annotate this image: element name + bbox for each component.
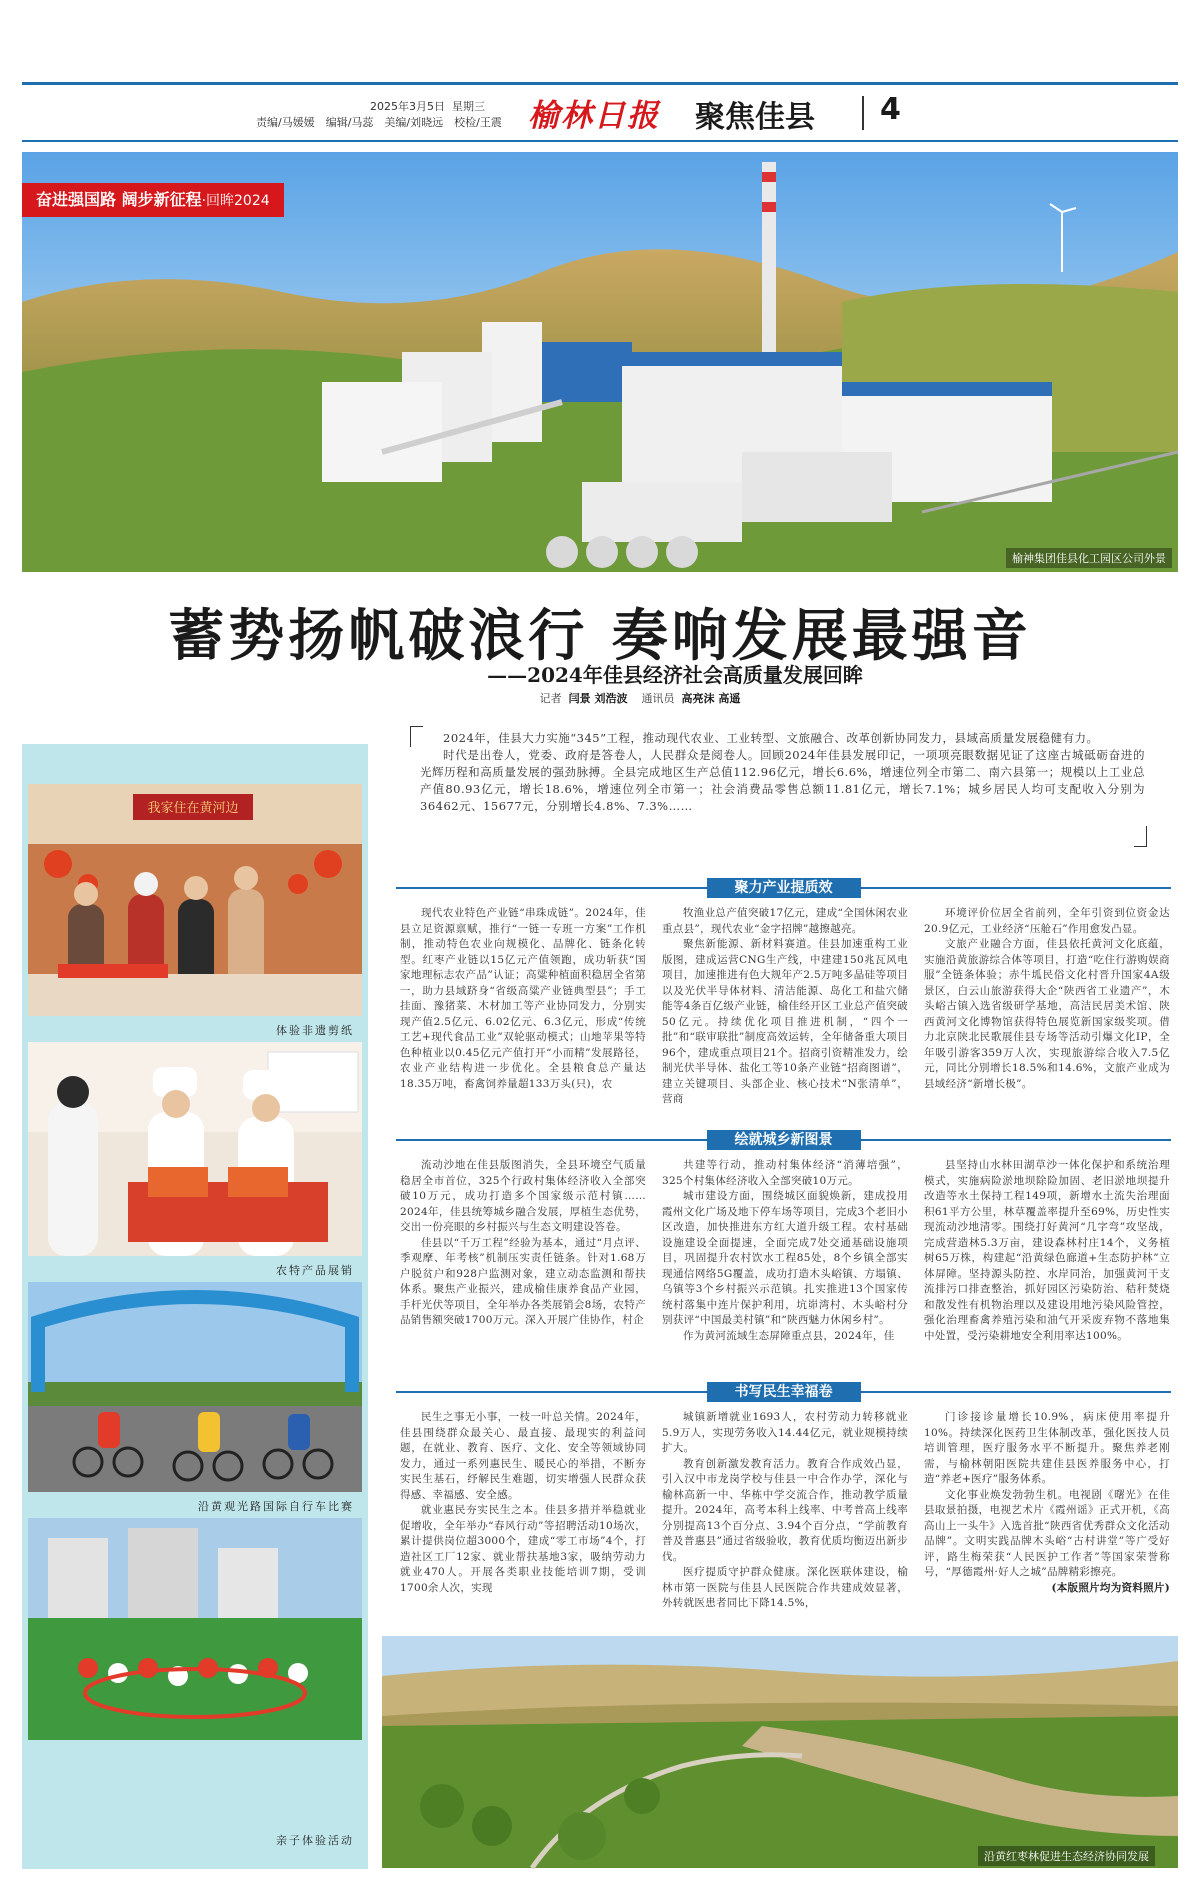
section-name: 聚焦佳县	[695, 100, 815, 135]
section-livelihood-body	[400, 1410, 1170, 1608]
paragraph: 医疗提质守护群众健康。深化医联体建设，榆林市第一医院与佳县人民医院合作共建成效显著，外转就医患者同比下降14.5%，	[662, 1566, 908, 1609]
paragraph: 现代农业特色产业链“串珠成链”。2024年，佳县立足资源禀赋，推行“一链一专班一方案”工作机制，推动特色农业向规模化、品牌化、链条化转型。红枣产业链以15亿元产值领跑，成功斩获“国家地理标志农产品”认证；高粱种植面积稳居全省第一，助力县域跻身“省级高粱产业链典型县”；手工挂面、豫猪菜、木材加工等产业协同发力，分别实现产值2.5亿元、6.02亿元、6.3亿元，形成“传统工艺+现代食品工业”双轮驱动模式；山地苹果等特色种植业以0.45亿元产值打开“小而精”发展路径，农业产业结构进一步优化。全县粮食总产量达18.35万吨，畜禽饲养量超133万头(只)，农	[400, 907, 646, 1090]
paragraph: 流动沙地在佳县版图消失，全县环境空气质量稳居全市首位，325个行政村集体经济收入全部突破10万元，成功打造多个国家级示范村镇……2024年，佳县统筹城乡融合发展，厚植生态优势，交出一份亮眼的乡村振兴与生态文明建设答卷。	[400, 1159, 646, 1233]
photo-bike-race	[28, 1282, 362, 1492]
section-livelihood-title	[396, 1382, 1171, 1402]
section-industry-title	[396, 878, 1171, 898]
section-urban-rural-title	[396, 1130, 1171, 1150]
lead-paragraph-1: 2024年，佳县大力实施“345”工程，推动现代农业、工业转型、文旅融合、改革创新协同发力，县域高质量发展稳健有力。	[443, 731, 1099, 745]
paragraph: 民生之事无小事，一枝一叶总关情。2024年，佳县围绕群众最关心、最直接、最现实的利益问题，在就业、教育、医疗、文化、安全等领域协同发力，通过一系列惠民生、暖民心的举措，不断夯实民生基石，纾解民生难题，切实增强人民群众获得感、幸福感、安全感。	[400, 1411, 646, 1501]
campaign-banner-suffix: ·回眸2024	[201, 193, 270, 209]
lead-paragraph	[420, 730, 1145, 845]
section-label: 书写民生幸福卷	[707, 1382, 861, 1402]
bottom-photo-caption: 沿黄红枣林促进生态经济协同发展	[978, 1846, 1155, 1866]
caption-bike-race: 沿黄观光路国际自行车比赛	[198, 1500, 354, 1513]
yellow-river-jujube-forest	[382, 1636, 1178, 1868]
section-label: 绘就城乡新图景	[707, 1130, 861, 1150]
paragraph: 教育创新激发教育活力。教育合作成效凸显，引入汉中市龙岗学校与佳县一中合作办学，深化与榆林高新一中、华栋中学交流合作，推动教学质量提升。2024年，高考本科上线率、中考普高上线率分别提高13个百分点、3.94个百分点，“学前教育普及普惠县”通过省级验收，教育优质均衡迈出新步伐。	[662, 1457, 908, 1563]
section-industry-body	[400, 906, 1170, 1105]
editor-credits: 责编/马媛媛 编辑/马蕊 美编/刘晓远 校检/王震	[256, 116, 502, 129]
issue-date: 2025年3月5日	[370, 100, 445, 113]
paragraph: 共建等行动，推动村集体经济“消薄培强”，325个村集体经济收入全部突破10万元。	[662, 1159, 908, 1187]
sub-headline: ——2024年佳县经济社会高质量发展回眸	[487, 663, 863, 687]
text-column	[400, 1158, 646, 1356]
scene-sign: 我家住在黄河边	[147, 801, 239, 816]
text-column	[924, 906, 1170, 1088]
text-column	[400, 1410, 646, 1608]
correspondent-label: 通讯员	[641, 692, 675, 705]
paragraph: 县坚持山水林田湖草沙一体化保护和系统治理模式，实施病险淤地坝除险加固、老旧淤地坝提升改造等水土保持工程149项，新增水土流失治理面积61平方公里，林草覆盖率提升至69%，历史性实现流动沙地清零。围绕打好黄河“几字弯”攻坚战，完成营造林5.3万亩，建设森林村庄14个，义务植树65万株，构建起“沿黄绿色廊道+生态防护林”立体屏障。坚持源头防控、水岸同治，加强黄河干支流排污口排查整治，抓好园区污染防治、秸秆焚烧和散发性有机物治理以及建设用地污染风险管控，强化治理畜禽养殖污染和油气开采废弃物不落地集中处置，受污染耕地安全利用率达100%。	[924, 1159, 1170, 1342]
text-column	[924, 1410, 1170, 1608]
main-headline: 蓄势扬帆破浪行 奏响发展最强音	[168, 604, 1032, 669]
photo-parent-child	[28, 1518, 362, 1740]
reporter-label: 记者	[539, 692, 562, 705]
reporter-names: 闫景 刘浩波	[568, 692, 628, 705]
paragraph: 环境评价位居全省前列，全年引资到位资金达20.9亿元，工业经济“压舱石”作用愈发凸显。	[924, 907, 1170, 935]
paragraph: 门诊接诊量增长10.9%，病床使用率提升10%。持续深化医药卫生体制改革，强化医技人员培训管理，医疗服务水平不断提升。聚焦养老刚需，与榆林朝阳医院共建佳县医养服务中心，打造“养老+医疗”服务体系。	[924, 1411, 1170, 1485]
paragraph: 文旅产业融合方面，佳县依托黄河文化底蕴，实施沿黄旅游综合体等项目，打造“吃住行游购娱商服”全链条体验；赤牛坬民俗文化村晋升国家4A级景区，白云山旅游获得大企“陕西省工业遗产”，木头峪古镇入选省级研学基地，高洁民居美术馆、陕西黄河文化博物馆获得特色展览新国家级奖项。借力北京陕北民歌展佳县专场等活动引爆文化IP，全年吸引游客359万人次，实现旅游综合收入7.5亿元，同比分别增长18.5%和14.6%，文旅产业成为县域经济“新增长极”。	[924, 938, 1170, 1090]
correspondent-names: 高亮沫 高遥	[681, 692, 741, 705]
bottom-photo	[382, 1636, 1178, 1868]
top-photo-caption: 榆神集团佳县化工园区公司外景	[1006, 548, 1172, 568]
paragraph: 聚焦新能源、新材料赛道。佳县加速重构工业版图，建成运营CNG生产线，中建建150兆瓦风电项目，加速推进有色大规年产2.5万吨多晶硅等项目以及光伏半导体材料、清洁能源、岛化工和盐穴储能等4条百亿级产业链，榆佳经开区工业总产值突破50亿元。持续优化项目推进机制，“四个一批”和“联审联批”制度高效运转，全年储备重大项目96个，建成重点项目21个。招商引资精准发力，绘制光伏半导体、盐化工等10条产业链“招商图谱”，建立关键项目、头部企业、核心技术“N张清单”，营商	[662, 938, 908, 1105]
paragraph: 城镇新增就业1693人，农村劳动力转移就业5.9万人，实现劳务收入14.44亿元，就业规模持续扩大。	[662, 1411, 908, 1454]
byline	[0, 690, 1200, 706]
lead-bracket-bottom	[1134, 826, 1147, 847]
paragraph: 作为黄河流域生态屏障重点县，2024年，佳	[683, 1329, 895, 1342]
issue-weekday: 星期三	[452, 100, 485, 113]
product-fair-scene	[28, 1042, 362, 1256]
paragraph: 城市建设方面，围绕城区面貌焕新，建成投用霞州文化广场及地下停车场等项目，完成3个老旧小区改造，加快推进东方红大道升级工程。农村基础设施建设全面提速，全面完成7处交通基础设施项目，巩固提升农村饮水工程85处，8个乡镇全部实现通信网络5G覆盖，成功打造木头峪镇、方塌镇、乌镇等3个乡村振兴示范镇。扎实推进13个国家传统村落集中连片保护利用，坑峁湾村、木头峪村分别获评“中国最美村镇”和“陕西魅力休闲乡村”。	[662, 1190, 908, 1326]
caption-parent-child: 亲子体验活动	[276, 1834, 354, 1847]
section-label: 聚力产业提质效	[707, 878, 861, 898]
text-column	[662, 1410, 908, 1608]
masthead-bottom-rule	[22, 140, 1178, 142]
campaign-banner-title: 奋进强国路 阔步新征程	[36, 190, 202, 209]
text-column	[662, 906, 908, 1105]
masthead-divider	[862, 96, 864, 130]
lead-paragraph-2: 时代是出卷人，党委、政府是答卷人，人民群众是阅卷人。回顾2024年佳县发展印记，一项项亮眼数据见证了这座古城砥砺奋进的光辉历程和高质量发展的强劲脉搏。全县完成地区生产总值112.96亿元，增长6.6%，增速位列全市第二、南六县第一；规模以上工业总产值80.93亿元，增长18.6%，增速位列全市第一；社会消费品零售总额11.81亿元，增长7.1%；城乡居民人均可支配收入分别为36462元、15677元，分别增长4.8%、7.3%……	[420, 748, 1145, 813]
page-number: 4	[880, 92, 901, 127]
bike-race-scene	[28, 1282, 362, 1492]
paper-cutting-scene	[28, 784, 362, 1016]
left-photo-column	[22, 744, 368, 1869]
section-urban-rural-body	[400, 1158, 1170, 1356]
campaign-banner	[22, 183, 284, 217]
text-column	[662, 1158, 908, 1356]
photo-paper-cutting	[28, 784, 362, 1016]
caption-product-fair: 农特产品展销	[276, 1264, 354, 1277]
paragraph: 牧渔业总产值突破17亿元，建成“全国休闲农业重点县”，现代农业“金字招牌”越擦越亮。	[662, 907, 908, 935]
issue-date-line	[370, 98, 485, 114]
parent-child-scene	[28, 1518, 362, 1740]
paper-name: 榆林日报	[528, 98, 660, 134]
text-column	[400, 906, 646, 1088]
text-column	[924, 1158, 1170, 1356]
paragraph: 佳县以“千万工程”经验为基本，通过“月点评、季观摩、年考核”机制压实责任链条。针对1.68万户脱贫户和928户监测对象，建立动态监测和帮扶体系。聚焦产业振兴，建成榆佳康养食品产业园，手杆光伏等项目，全年举办各类展销会8场，农特产品销售额突破1700万元。深入开展广佳协作，村企	[400, 1236, 646, 1326]
photo-credit-note: (本版照片均为资料照片)	[1051, 1581, 1170, 1594]
top-rule	[22, 82, 1178, 85]
photo-product-fair	[28, 1042, 362, 1256]
caption-paper-cutting: 体验非遗剪纸	[276, 1024, 354, 1037]
paragraph: 文化事业焕发勃勃生机。电视剧《曙光》在佳县取景拍摄，电视艺术片《霞州谣》正式开机，《高高山上一头牛》入选首批“陕西省优秀群众文化活动品牌”。文明实践品牌木头峪“古村讲堂”等广受好评，路生梅荣获“人民医护工作者”等国家荣誉称号，“厚德霞州·好人之城”品牌精彩擦亮。	[924, 1488, 1170, 1578]
paragraph: 就业惠民夯实民生之本。佳县多措并举稳就业促增收，全年举办“春风行动”等招聘活动10场次，累计提供岗位超3000个，建成“零工市场”4个，打造社区工厂12家、就业帮扶基地3家，吸纳劳动力就业470人。开展各类职业技能培训7期，受训1700余人次，实现	[400, 1504, 646, 1594]
